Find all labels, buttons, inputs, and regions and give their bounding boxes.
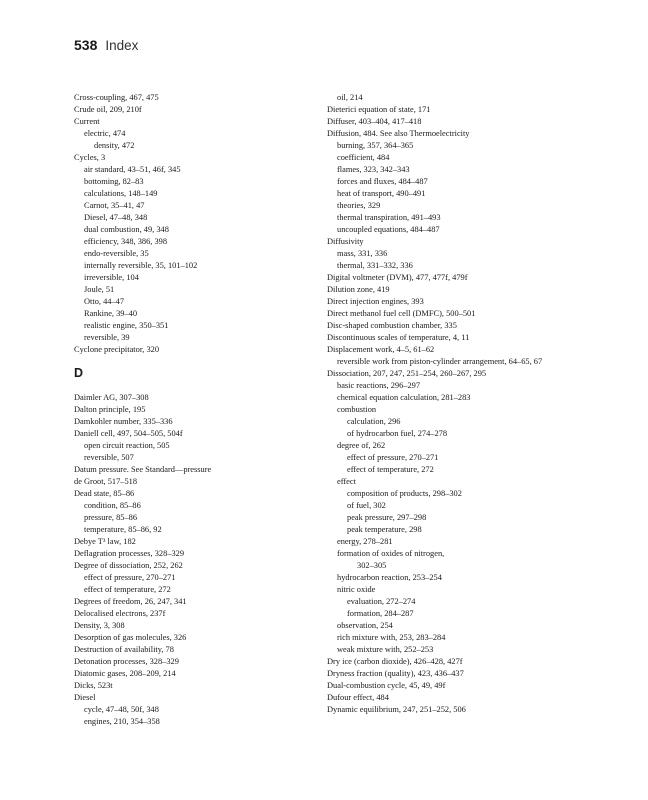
index-entry: Diesel xyxy=(74,693,96,702)
index-subentry: reversible, 39 xyxy=(84,333,130,342)
page-number: 538 xyxy=(74,37,98,53)
page-header xyxy=(74,37,138,55)
index-entry: Diffusivity xyxy=(327,237,364,246)
index-entry: Dead state, 85–86 xyxy=(74,489,135,498)
index-subentry: degree of, 262 xyxy=(337,441,386,450)
index-entry: Crude oil, 209, 210f xyxy=(74,105,142,114)
index-subentry: open circuit reaction, 505 xyxy=(84,441,170,450)
index-entry: Disc-shaped combustion chamber, 335 xyxy=(327,321,457,330)
index-subentry: oil, 214 xyxy=(337,93,363,102)
index-subentry: flames, 323, 342–343 xyxy=(337,165,410,174)
index-entry: Diffusion, 484. See also Thermoelectricity xyxy=(327,129,470,138)
index-entry: Delocalised electrons, 237f xyxy=(74,609,166,618)
index-subentry: effect of pressure, 270–271 xyxy=(347,453,439,462)
index-subentry: cycle, 47–48, 50f, 348 xyxy=(84,705,159,714)
index-subentry: internally reversible, 35, 101–102 xyxy=(84,261,198,270)
index-subentry: hydrocarbon reaction, 253–254 xyxy=(337,573,442,582)
index-entry: Current xyxy=(74,117,100,126)
index-entry: Degrees of freedom, 26, 247, 341 xyxy=(74,597,187,606)
index-subentry: formation, 284–287 xyxy=(347,609,414,618)
index-subentry: of hydrocarbon fuel, 274–278 xyxy=(347,429,448,438)
index-subentry: thermal, 331–332, 336 xyxy=(337,261,413,270)
index-subentry: of fuel, 302 xyxy=(347,501,386,510)
index-entry: Degree of dissociation, 252, 262 xyxy=(74,561,183,570)
index-subentry: irreversible, 104 xyxy=(84,273,139,282)
index-subentry: mass, 331, 336 xyxy=(337,249,388,258)
page-title: Index xyxy=(105,38,139,53)
index-subentry: peak temperature, 298 xyxy=(347,525,422,534)
index-subentry: composition of products, 298–302 xyxy=(347,489,462,498)
index-subentry: peak pressure, 297–298 xyxy=(347,513,427,522)
index-entry: Dynamic equilibrium, 247, 251–252, 506 xyxy=(327,705,466,714)
index-entry: Direct methanol fuel cell (DMFC), 500–501 xyxy=(327,309,476,318)
index-entry: Dual-combustion cycle, 45, 49, 49f xyxy=(327,681,446,690)
index-entry: Detonation processes, 328–329 xyxy=(74,657,179,666)
index-entry: Datum pressure. See Standard—pressure xyxy=(74,465,212,474)
index-subentry: Diesel, 47–48, 348 xyxy=(84,213,148,222)
index-subentry: coefficient, 484 xyxy=(337,153,390,162)
index-entry: Diatomic gases, 208–209, 214 xyxy=(74,669,176,678)
index-entry: Dieterici equation of state, 171 xyxy=(327,105,431,114)
index-entry: Deflagration processes, 328–329 xyxy=(74,549,185,558)
index-subentry: pressure, 85–86 xyxy=(84,513,138,522)
index-subentry: effect xyxy=(337,477,356,486)
index-subentry: weak mixture with, 252–253 xyxy=(337,645,434,654)
index-subentry: 302–305 xyxy=(357,561,387,570)
index-entry: Direct injection engines, 393 xyxy=(327,297,424,306)
index-subentry: efficiency, 348, 386, 398 xyxy=(84,237,168,246)
index-subentry: Rankine, 39–40 xyxy=(84,309,138,318)
index-subentry: air standard, 43–51, 46f, 345 xyxy=(84,165,181,174)
index-subentry: density, 472 xyxy=(94,141,135,150)
index-entry: de Groot, 517–518 xyxy=(74,477,138,486)
index-subentry: reversible, 507 xyxy=(84,453,134,462)
index-subentry: theories, 329 xyxy=(337,201,381,210)
index-subentry: formation of oxides of nitrogen, xyxy=(337,549,445,558)
index-subentry: calculations, 148–149 xyxy=(84,189,158,198)
index-subentry: Otto, 44–47 xyxy=(84,297,125,306)
index-subentry: Joule, 51 xyxy=(84,285,115,294)
index-entry: Dalton principle, 195 xyxy=(74,405,146,414)
index-entry: Cross-coupling, 467, 475 xyxy=(74,93,159,102)
index-subentry: heat of transport, 490–491 xyxy=(337,189,426,198)
index-subentry: bottoming, 82–83 xyxy=(84,177,144,186)
index-entry: Density, 3, 308 xyxy=(74,621,125,630)
index-entry: Daniell cell, 497, 504–505, 504f xyxy=(74,429,183,438)
index-entry: Dry ice (carbon dioxide), 426–428, 427f xyxy=(327,657,463,666)
index-subentry: chemical equation calculation, 281–283 xyxy=(337,393,471,402)
index-subentry: electric, 474 xyxy=(84,129,126,138)
index-entry: Dicks, 523t xyxy=(74,681,113,690)
index-entry: Desorption of gas molecules, 326 xyxy=(74,633,187,642)
index-entry: Cycles, 3 xyxy=(74,153,106,162)
index-entry: Debye T³ law, 182 xyxy=(74,537,136,546)
index-entry: Dissociation, 207, 247, 251–254, 260–267, 295 xyxy=(327,369,487,378)
index-subentry: effect of temperature, 272 xyxy=(84,585,171,594)
index-subentry: condition, 85–86 xyxy=(84,501,141,510)
index-entry: Destruction of availability, 78 xyxy=(74,645,174,654)
index-subentry: endo-reversible, 35 xyxy=(84,249,149,258)
index-subentry: engines, 210, 354–358 xyxy=(84,717,160,726)
index-subentry: nitric oxide xyxy=(337,585,376,594)
index-subentry: calculation, 296 xyxy=(347,417,401,426)
index-subentry: burning, 357, 364–365 xyxy=(337,141,414,150)
index-subentry: Carnot, 35–41, 47 xyxy=(84,201,145,210)
index-entry: Daimler AG, 307–308 xyxy=(74,393,149,402)
index-subentry: evaluation, 272–274 xyxy=(347,597,416,606)
index-subentry: temperature, 85–86, 92 xyxy=(84,525,162,534)
index-subentry: dual combustion, 49, 348 xyxy=(84,225,169,234)
index-entry: Dryness fraction (quality), 423, 436–437 xyxy=(327,669,464,678)
index-entry: Cyclone precipitator, 320 xyxy=(74,345,160,354)
index-subentry: forces and fluxes, 484–487 xyxy=(337,177,428,186)
index-column-right xyxy=(327,92,597,716)
index-entry: Displacement work, 4–5, 61–62 xyxy=(327,345,435,354)
index-subentry: reversible work from piston-cylinder arrangement, 64–65, 67 xyxy=(337,357,543,366)
index-subentry: thermal transpiration, 491–493 xyxy=(337,213,441,222)
index-entry: Damkohler number, 335–336 xyxy=(74,417,173,426)
index-subentry: effect of temperature, 272 xyxy=(347,465,434,474)
index-subentry: uncoupled equations, 484–487 xyxy=(337,225,440,234)
index-subentry: basic reactions, 296–297 xyxy=(337,381,421,390)
index-subentry: effect of pressure, 270–271 xyxy=(84,573,176,582)
index-subentry: observation, 254 xyxy=(337,621,393,630)
index-subentry: rich mixture with, 253, 283–284 xyxy=(337,633,446,642)
index-subentry: combustion xyxy=(337,405,377,414)
index-entry: Dufour effect, 484 xyxy=(327,693,389,702)
section-heading: D xyxy=(74,366,84,380)
index-entry: Diffuser, 403–404, 417–418 xyxy=(327,117,422,126)
index-column-left xyxy=(74,92,344,728)
index-entry: Discontinuous scales of temperature, 4, 11 xyxy=(327,333,470,342)
index-entry: Dilution zone, 419 xyxy=(327,285,390,294)
index-subentry: energy, 278–281 xyxy=(337,537,393,546)
index-entry: Digital voltmeter (DVM), 477, 477f, 479f xyxy=(327,273,468,282)
index-subentry: realistic engine, 350–351 xyxy=(84,321,169,330)
